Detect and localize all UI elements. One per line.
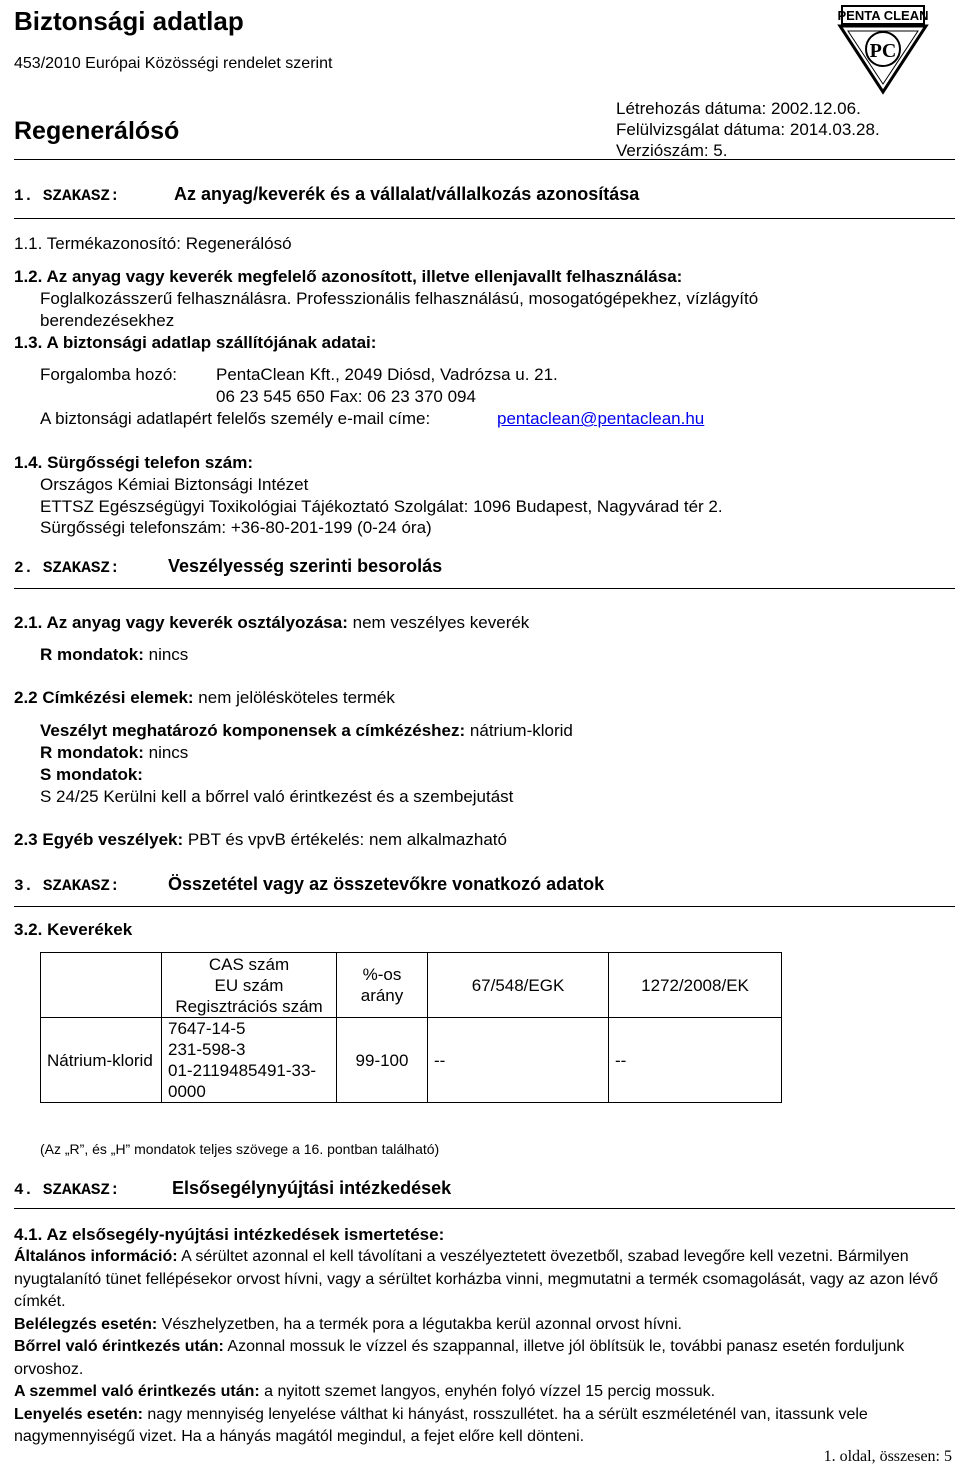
section-1-title: Az anyag/keverék és a vállalat/vállalkozás azonosítása bbox=[174, 184, 640, 204]
composition-table bbox=[40, 952, 782, 1103]
substance-ek: -- bbox=[609, 1018, 782, 1103]
distributor-label: Forgalomba hozó: bbox=[40, 365, 178, 384]
section-4-heading bbox=[14, 1178, 451, 1199]
ek-header: 1272/2008/EK bbox=[609, 953, 782, 1018]
revised-date: Felülvizsgálat dátuma: 2014.03.28. bbox=[616, 120, 880, 139]
label-elements: 2.2 Címkézési elemek: nem jelölésköteles termék bbox=[14, 688, 395, 707]
section-4-title: Elsősegélynyújtási intézkedések bbox=[172, 1178, 452, 1198]
emergency-line-1: Országos Kémiai Biztonsági Intézet bbox=[40, 475, 309, 494]
section-4-number: 4. bbox=[14, 1181, 34, 1199]
first-aid-heading: 4.1. Az elsősegély-nyújtási intézkedések ismertetése: bbox=[14, 1225, 445, 1244]
section-2-label: SZAKASZ: bbox=[42, 559, 120, 577]
section-4-label: SZAKASZ: bbox=[42, 1181, 120, 1199]
substance-name: Nátrium-klorid bbox=[41, 1018, 162, 1103]
emergency-line-3: Sürgősségi telefonszám: +36-80-201-199 (0-24 óra) bbox=[40, 518, 432, 537]
inhalation-info: Belélegzés esetén: Vészhelyzetben, ha a termék pora a légutakba kerül azonnal orvost hívni. bbox=[14, 1315, 682, 1333]
use-line-1: Foglalkozásszerű felhasználásra. Professzionális felhasználású, mosogatógépekhez, vízlágyító bbox=[40, 289, 759, 308]
substance-ids: 7647-14-5 231-598-3 01-2119485491-33- 0000 bbox=[162, 1018, 337, 1103]
phrases-note: (Az „R”, és „H” mondatok teljes szövege a 16. pontban található) bbox=[40, 1141, 440, 1157]
r-phrases-2: R mondatok: nincs bbox=[40, 743, 189, 762]
section-1-divider bbox=[14, 218, 955, 219]
other-hazards: 2.3 Egyéb veszélyek: PBT és vpvB értékelés: nem alkalmazható bbox=[14, 830, 507, 849]
section-1-heading bbox=[14, 184, 639, 205]
section-2-divider bbox=[14, 588, 955, 589]
emergency-heading: 1.4. Sürgősségi telefon szám: bbox=[14, 453, 254, 472]
section-1-label: SZAKASZ: bbox=[42, 187, 120, 205]
table-row bbox=[41, 1018, 782, 1103]
mixtures-heading: 3.2. Keverékek bbox=[14, 920, 133, 939]
eye-contact-info: A szemmel való érintkezés után: a nyitott szemet langyos, enyhén folyó vízzel 15 percig mossuk. bbox=[14, 1383, 716, 1400]
distributor-value: PentaClean Kft., 2049 Diósd, Vadrózsa u. 21. bbox=[216, 365, 558, 384]
skin-contact-info: Bőrrel való érintkezés után: Azonnal mossuk le vízzel és szappannal, illetve jól öblítsük le, további panasz esetén forduljunk orvoshoz. bbox=[14, 1338, 905, 1378]
email-label: A biztonsági adatlapért felelős személy e-mail címe: bbox=[40, 409, 431, 428]
product-name: Regenerálósó bbox=[14, 117, 180, 145]
swallowing-info: Lenyelés esetén: nagy mennyiség lenyelése válthat ki hányást, rosszullétet. ha a sérült eszméleténél van, itassunk vele nagymennyiségű vizet. Ha a hányás magától megindul, a fejet előre kell dönteni. bbox=[14, 1405, 868, 1445]
created-date: Létrehozás dátuma: 2002.12.06. bbox=[616, 99, 861, 118]
regulation-subtitle: 453/2010 Európai Közösségi rendelet szerint bbox=[14, 55, 333, 72]
section-3-number: 3. bbox=[14, 877, 34, 895]
s-phrases-value: S 24/25 Kerülni kell a bőrrel való érintkezést és a szembejutást bbox=[40, 787, 514, 806]
section-2-title: Veszélyesség szerinti besorolás bbox=[168, 556, 443, 576]
percent-header: %-os arány bbox=[337, 953, 428, 1018]
logo-text: PENTA CLEAN bbox=[837, 8, 929, 23]
substance-egk: -- bbox=[428, 1018, 609, 1103]
email-link[interactable]: pentaclean@pentaclean.hu bbox=[497, 409, 705, 428]
emergency-line-2: ETTSZ Egészségügyi Toxikológiai Tájékoztató Szolgálat: 1096 Budapest, Nagyvárad tér 2. bbox=[40, 497, 723, 516]
product-identifier: 1.1. Termékazonosító: Regenerálósó bbox=[14, 234, 292, 253]
s-phrases-label: S mondatok: bbox=[40, 765, 143, 784]
substance-percent: 99-100 bbox=[337, 1018, 428, 1103]
header-divider bbox=[14, 159, 955, 160]
egk-header: 67/548/EGK bbox=[428, 953, 609, 1018]
section-3-divider bbox=[14, 906, 955, 907]
use-heading: 1.2. Az anyag vagy keverék megfelelő azonosított, illetve ellenjavallt felhasználása: bbox=[14, 267, 683, 286]
version-number: Verziószám: 5. bbox=[616, 141, 728, 160]
first-aid-text bbox=[14, 1246, 944, 1449]
logo-initials: PC bbox=[869, 40, 897, 62]
section-2-number: 2. bbox=[14, 559, 34, 577]
supplier-heading: 1.3. A biztonsági adatlap szállítójának adatai: bbox=[14, 333, 377, 352]
phone-fax: 06 23 545 650 Fax: 06 23 370 094 bbox=[216, 387, 476, 406]
document-dates bbox=[616, 98, 880, 161]
general-info: Általános információ: A sérültet azonnal el kell távolítani a veszélyeztetett övezetből, szabad levegőre kell vezetni. Bármilyen nyugtalanító tünet fellépésekor orvost hívni, vagy a sérültet korházba vinni, megmutatni a termék csomagolását, vagy az azon lévő címkét. bbox=[14, 1248, 939, 1310]
classification: 2.1. Az anyag vagy keverék osztályozása: nem veszélyes keverék bbox=[14, 613, 530, 632]
section-2-heading bbox=[14, 556, 442, 577]
document-title: Biztonsági adatlap bbox=[14, 6, 244, 36]
section-3-label: SZAKASZ: bbox=[42, 877, 120, 895]
section-1-number: 1. bbox=[14, 187, 34, 205]
page-footer: 1. oldal, összesen: 5 bbox=[823, 1448, 952, 1465]
hazard-components: Veszélyt meghatározó komponensek a címkézéshez: nátrium-klorid bbox=[40, 721, 573, 740]
section-3-heading bbox=[14, 874, 604, 895]
use-line-2: berendezésekhez bbox=[40, 311, 175, 330]
section-3-title: Összetétel vagy az összetevőkre vonatkozó adatok bbox=[168, 874, 605, 894]
pentaclean-logo bbox=[834, 4, 932, 96]
ids-header: CAS szám EU szám Regisztrációs szám bbox=[162, 953, 337, 1018]
table-header-row bbox=[41, 953, 782, 1018]
section-4-divider bbox=[14, 1208, 955, 1209]
r-phrases: R mondatok: nincs bbox=[40, 645, 189, 664]
